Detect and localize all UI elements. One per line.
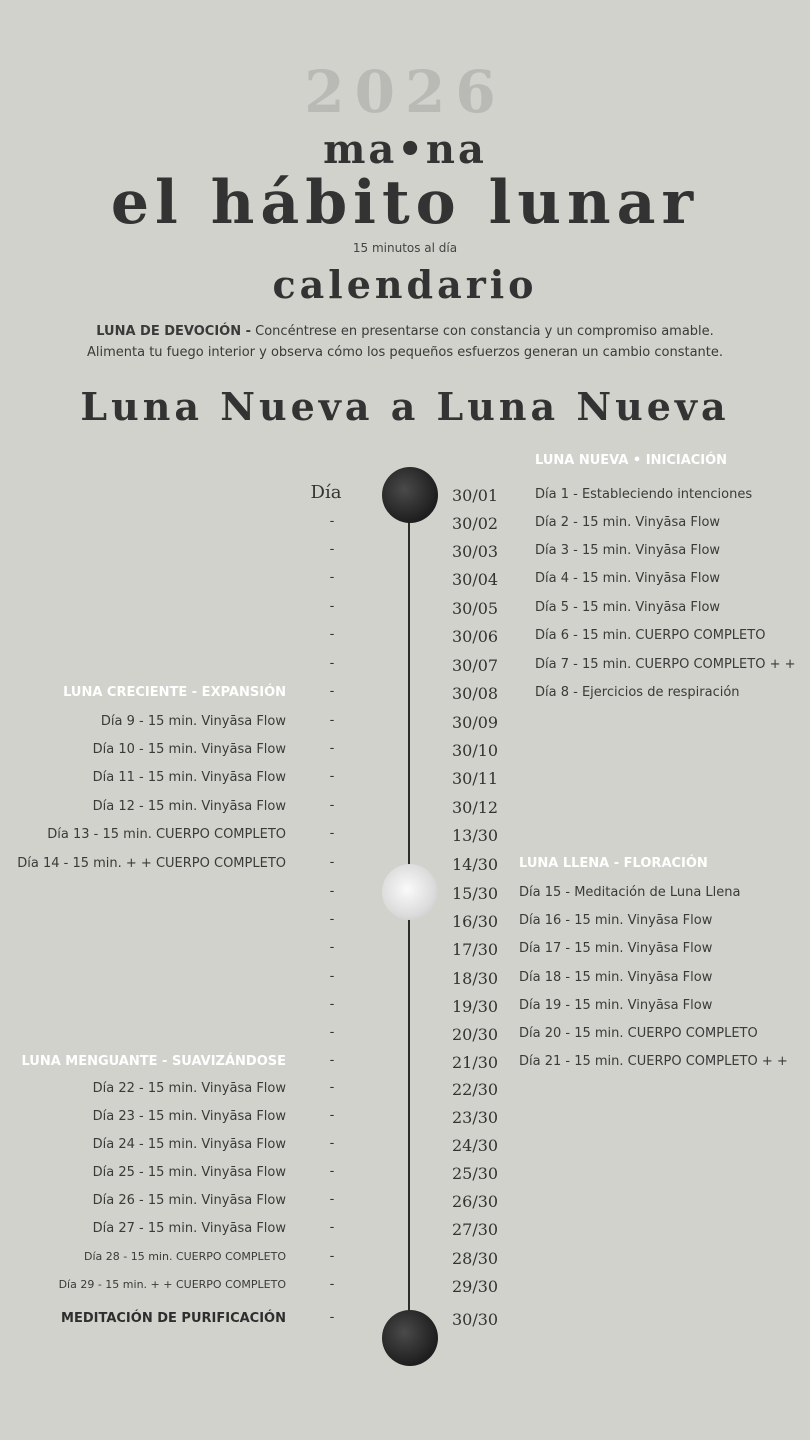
right-entry: Día 8 - Ejercicios de respiración (535, 685, 740, 700)
row-dash: - (329, 1053, 335, 1068)
timeline-row (0, 1249, 810, 1269)
right-entry: Día 17 - 15 min. Vinyāsa Flow (519, 941, 713, 956)
timeline-row (0, 826, 810, 846)
right-entry: Día 21 - 15 min. CUERPO COMPLETO + + (519, 1054, 788, 1069)
new-moon-icon (382, 1310, 438, 1366)
timeline-row (0, 1220, 810, 1240)
row-dash: - (329, 684, 335, 699)
timeline-row (0, 969, 810, 989)
timeline-row (0, 1080, 810, 1100)
timeline-row (0, 1025, 810, 1045)
right-entry: Día 6 - 15 min. CUERPO COMPLETO (535, 628, 766, 643)
row-dash: - (329, 627, 335, 642)
left-entry: Día 11 - 15 min. Vinyāsa Flow (92, 770, 286, 785)
timeline-row (0, 684, 810, 704)
right-entry: Día 1 - Estableciendo intenciones (535, 487, 753, 502)
left-entry: Día 26 - 15 min. Vinyāsa Flow (92, 1193, 286, 1208)
row-date: 25/30 (452, 1164, 499, 1183)
row-date: 30/03 (452, 542, 499, 561)
right-entry: Día 16 - 15 min. Vinyāsa Flow (519, 913, 713, 928)
row-dash: - (329, 1310, 335, 1325)
row-date: 18/30 (452, 969, 499, 988)
row-date: 30/06 (452, 627, 499, 646)
timeline-row (0, 997, 810, 1017)
row-date: 22/30 (452, 1080, 499, 1099)
row-dash: - (329, 912, 335, 927)
row-date: 14/30 (452, 855, 499, 874)
row-date: 30/08 (452, 684, 499, 703)
right-entry: Día 4 - 15 min. Vinyāsa Flow (535, 571, 721, 586)
row-date: 28/30 (452, 1249, 499, 1268)
timeline-row (0, 656, 810, 676)
left-entry: Día 24 - 15 min. Vinyāsa Flow (92, 1137, 286, 1152)
left-entry: Día 22 - 15 min. Vinyāsa Flow (92, 1081, 286, 1096)
row-dash: - (329, 570, 335, 585)
row-date: 30/09 (452, 713, 499, 732)
row-date: 21/30 (452, 1053, 499, 1072)
row-dash: - (329, 656, 335, 671)
row-date: 23/30 (452, 1108, 499, 1127)
timeline-row (0, 940, 810, 960)
row-dash: - (329, 713, 335, 728)
new-moon-icon (382, 467, 438, 523)
day-label: Día (310, 482, 342, 503)
timeline-row (0, 599, 810, 619)
row-dash: - (329, 1025, 335, 1040)
row-dash: - (329, 1249, 335, 1264)
timeline-row (0, 570, 810, 590)
right-entry: Día 2 - 15 min. Vinyāsa Flow (535, 515, 721, 530)
row-dash: - (329, 741, 335, 756)
right-entry: Día 3 - 15 min. Vinyāsa Flow (535, 543, 721, 558)
row-date: 24/30 (452, 1136, 499, 1155)
timeline-row (0, 1277, 810, 1297)
left-entry: Día 27 - 15 min. Vinyāsa Flow (92, 1221, 286, 1236)
row-dash: - (329, 969, 335, 984)
row-date: 13/30 (452, 826, 499, 845)
left-entry: Día 14 - 15 min. + + CUERPO COMPLETO (17, 856, 286, 871)
phase-heading: LUNA CRECIENTE - EXPANSIÓN (63, 685, 286, 700)
timeline-row (0, 1136, 810, 1156)
right-entry: Día 15 - Meditación de Luna Llena (519, 885, 741, 900)
section-title: calendario (272, 262, 538, 307)
row-date: 30/30 (452, 1310, 499, 1329)
left-entry: Día 10 - 15 min. Vinyāsa Flow (92, 742, 286, 757)
description-label: LUNA DE DEVOCIÓN - (96, 324, 252, 339)
row-dash: - (329, 1220, 335, 1235)
right-entry: Día 18 - 15 min. Vinyāsa Flow (519, 970, 713, 985)
phase-heading: LUNA LLENA - FLORACIÓN (519, 856, 708, 871)
row-date: 27/30 (452, 1220, 499, 1239)
row-date: 16/30 (452, 912, 499, 931)
row-dash: - (329, 1136, 335, 1151)
left-entry: Día 9 - 15 min. Vinyāsa Flow (100, 714, 286, 729)
row-dash: - (329, 1277, 335, 1292)
phase-heading: LUNA MENGUANTE - SUAVIZÁNDOSE (21, 1054, 286, 1069)
row-date: 26/30 (452, 1192, 499, 1211)
timeline-row (0, 769, 810, 789)
timeline-row (0, 1164, 810, 1184)
row-date: 30/07 (452, 656, 499, 675)
left-entry: Día 23 - 15 min. Vinyāsa Flow (92, 1109, 286, 1124)
right-entry: Día 5 - 15 min. Vinyāsa Flow (535, 600, 721, 615)
row-dash: - (329, 769, 335, 784)
description (0, 321, 810, 363)
full-moon-icon (382, 864, 438, 920)
row-dash: - (329, 940, 335, 955)
row-dash: - (329, 599, 335, 614)
right-entry: Día 19 - 15 min. Vinyāsa Flow (519, 998, 713, 1013)
row-dash: - (329, 884, 335, 899)
row-dash: - (329, 1164, 335, 1179)
row-date: 30/05 (452, 599, 499, 618)
timeline-row (0, 627, 810, 647)
brand-logo: ma•na (323, 126, 487, 173)
year: 2026 (304, 58, 506, 126)
left-entry: Día 13 - 15 min. CUERPO COMPLETO (47, 827, 286, 842)
row-dash: - (329, 997, 335, 1012)
row-date: 30/11 (452, 769, 499, 788)
subtitle: 15 minutos al día (352, 241, 458, 255)
row-date: 20/30 (452, 1025, 499, 1044)
description-line-2: Alimenta tu fuego interior y observa cómo los pequeños esfuerzos generan un cambio constante. (86, 345, 724, 360)
left-entry: Día 12 - 15 min. Vinyāsa Flow (92, 799, 286, 814)
timeline-row (0, 542, 810, 562)
timeline-row (0, 713, 810, 733)
row-dash: - (329, 798, 335, 813)
row-date: 30/02 (452, 514, 499, 533)
right-entry: Día 7 - 15 min. CUERPO COMPLETO + + (535, 657, 796, 672)
row-dash: - (329, 855, 335, 870)
description-line-1: Concéntrese en presentarse con constancia y un compromiso amable. (251, 324, 714, 339)
row-dash: - (329, 514, 335, 529)
timeline-row (0, 1108, 810, 1128)
right-entry: Día 20 - 15 min. CUERPO COMPLETO (519, 1026, 758, 1041)
left-entry: Día 28 - 15 min. CUERPO COMPLETO (84, 1250, 286, 1263)
row-dash: - (329, 1192, 335, 1207)
phase-heading-new-moon: LUNA NUEVA • INICIACIÓN (535, 453, 728, 468)
row-date: 29/30 (452, 1277, 499, 1296)
row-dash: - (329, 826, 335, 841)
timeline-row (0, 1192, 810, 1212)
row-dash: - (329, 542, 335, 557)
row-date: 17/30 (452, 940, 499, 959)
row-date: 30/01 (452, 486, 499, 505)
cycle-title: Luna Nueva a Luna Nueva (80, 384, 730, 429)
timeline-row (0, 1053, 810, 1073)
left-entry: Día 29 - 15 min. + + CUERPO COMPLETO (58, 1278, 286, 1291)
row-dash: - (329, 1108, 335, 1123)
page-title: el hábito lunar (110, 168, 700, 238)
left-entry: MEDITACIÓN DE PURIFICACIÓN (61, 1311, 286, 1326)
timeline-row (0, 798, 810, 818)
row-date: 30/04 (452, 570, 499, 589)
row-date: 19/30 (452, 997, 499, 1016)
left-entry: Día 25 - 15 min. Vinyāsa Flow (92, 1165, 286, 1180)
row-date: 30/12 (452, 798, 499, 817)
timeline-row (0, 741, 810, 761)
row-dash: - (329, 1080, 335, 1095)
row-date: 15/30 (452, 884, 499, 903)
row-date: 30/10 (452, 741, 499, 760)
